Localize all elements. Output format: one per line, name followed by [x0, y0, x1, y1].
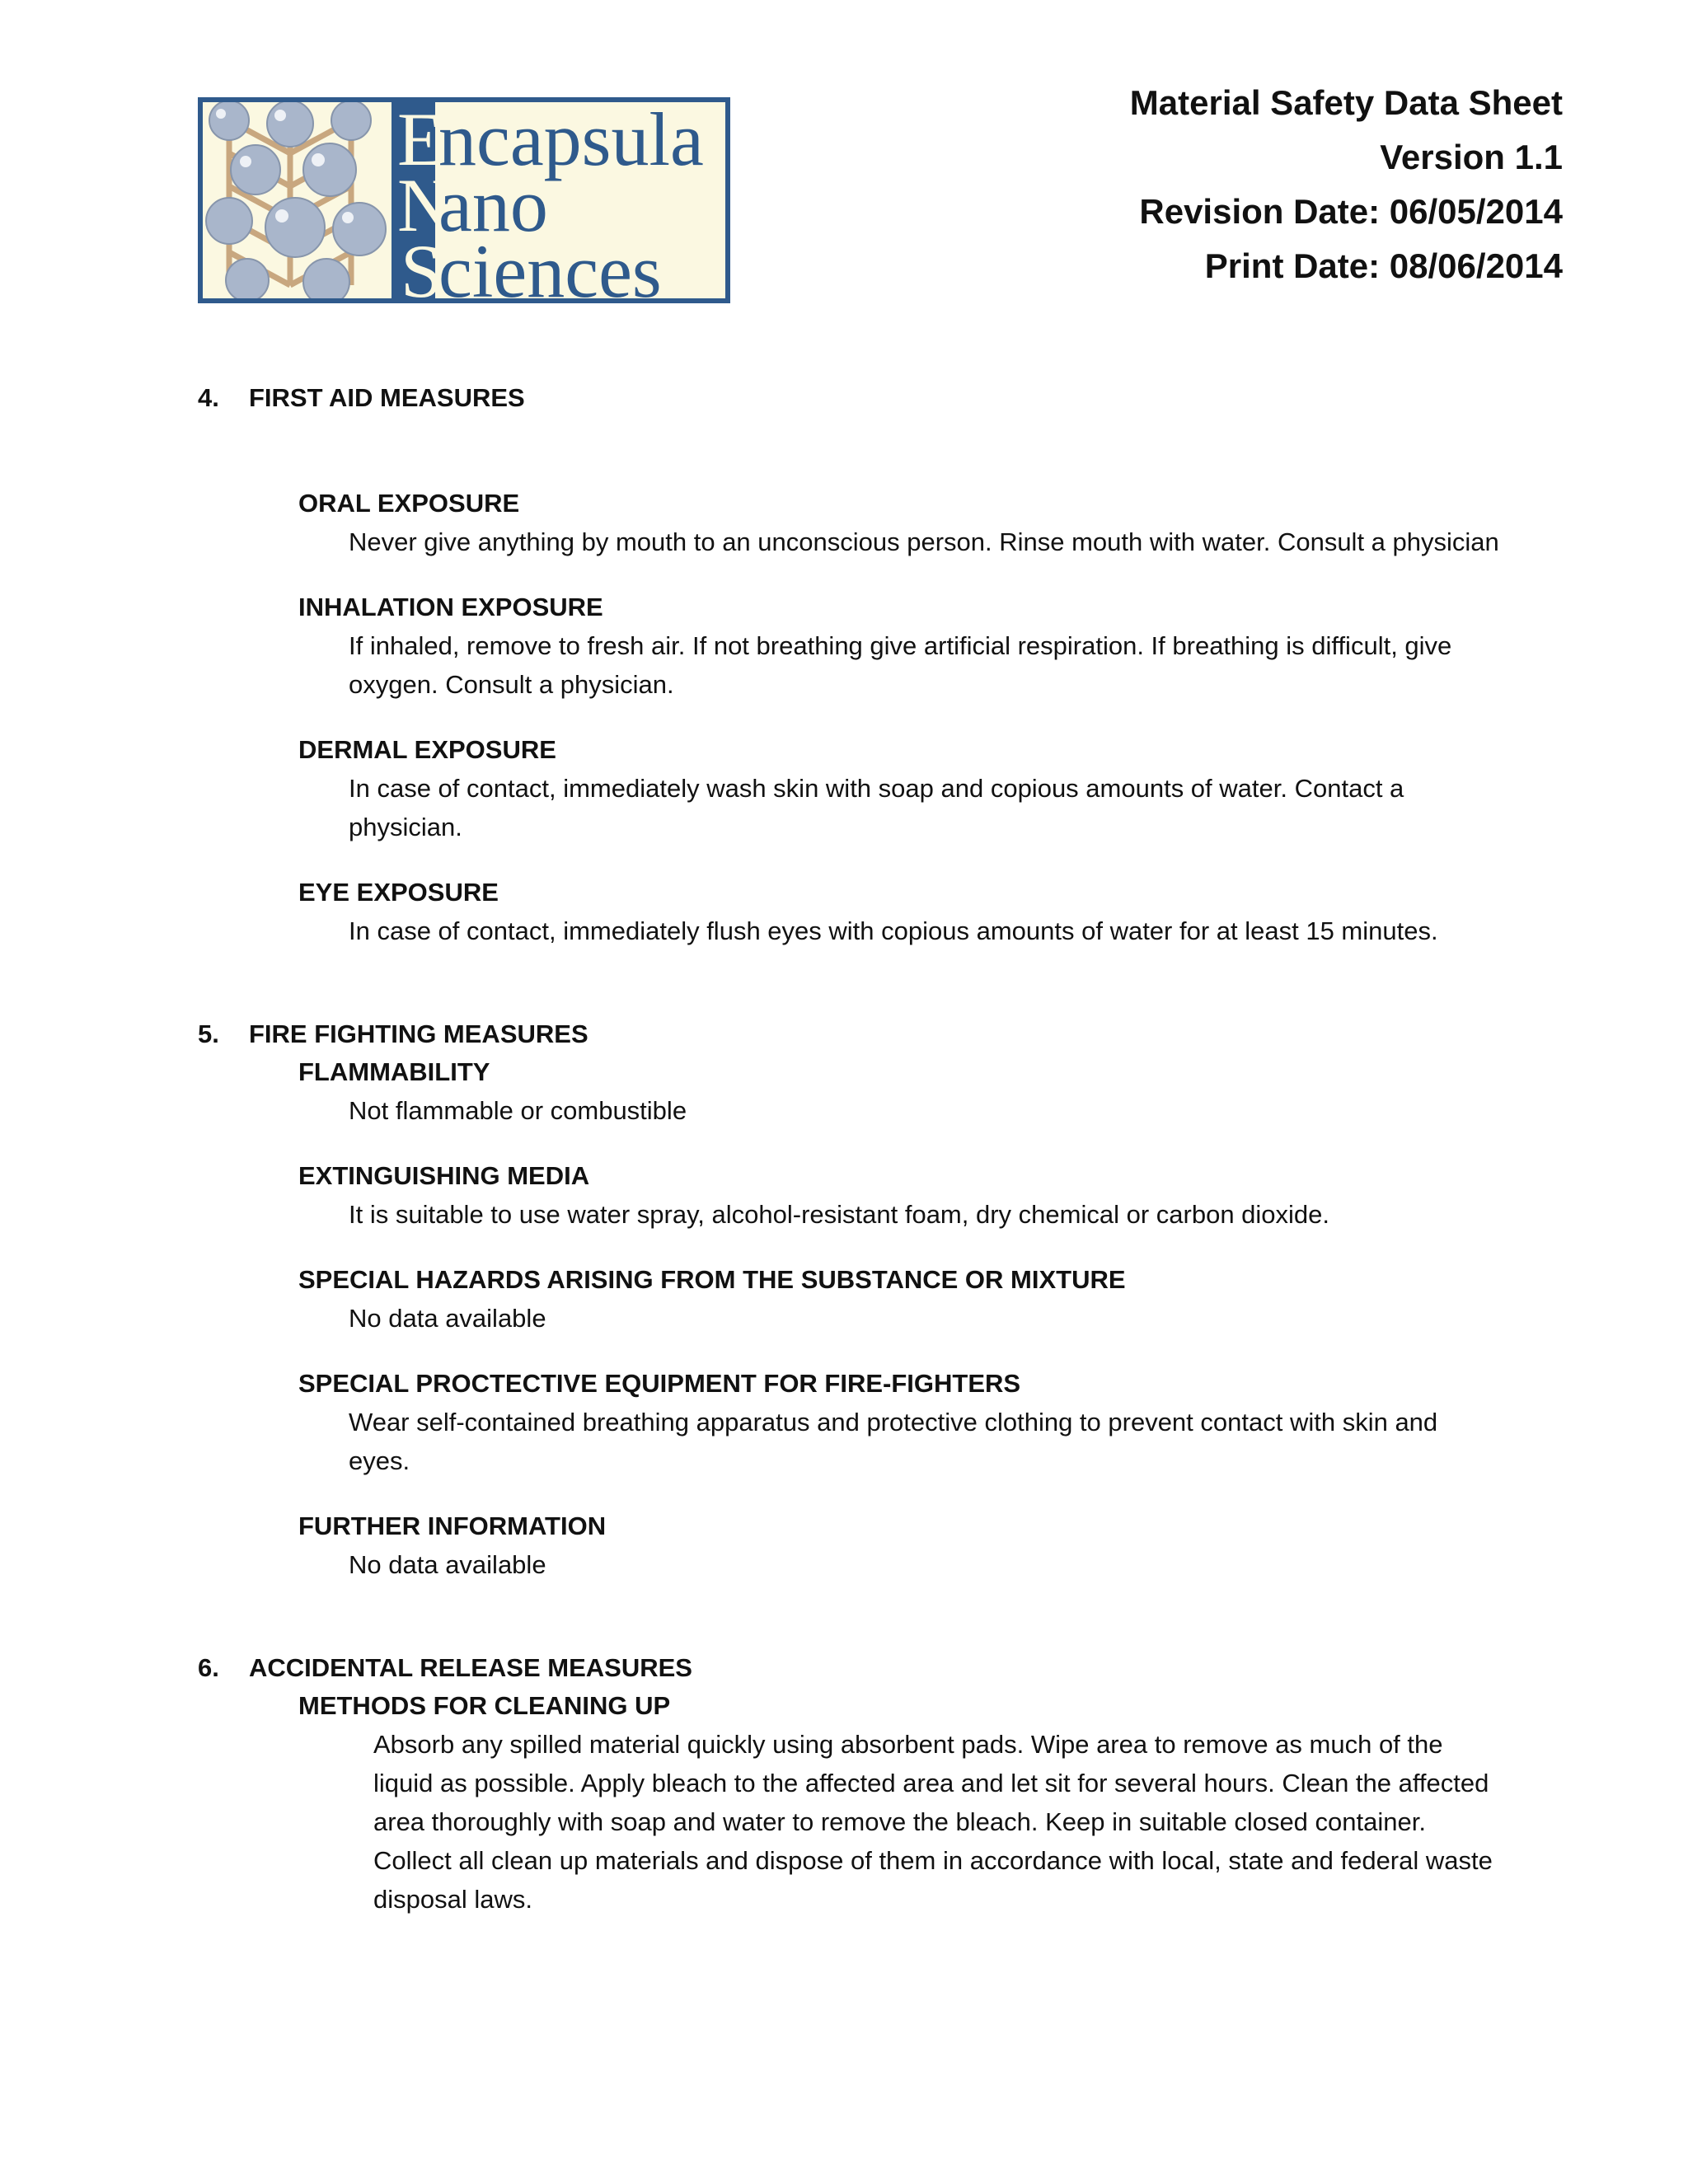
section-number: 5. [198, 1019, 219, 1048]
print-date: Print Date: 08/06/2014 [1204, 246, 1563, 285]
subsection-text: If inhaled, remove to fresh air. If not breathing give artificial respiration. If breathing is difficult, give oxygen. Consult a physician. [349, 631, 1452, 699]
subsection-title: FURTHER INFORMATION [298, 1511, 607, 1540]
document-body [198, 379, 1566, 1919]
subsection-title: EXTINGUISHING MEDIA [298, 1161, 590, 1190]
subsection-title: INHALATION EXPOSURE [298, 593, 603, 621]
subsection-title: EYE EXPOSURE [298, 878, 499, 907]
section-title: FIRE FIGHTING MEASURES [249, 1019, 588, 1048]
doc-version: Version 1.1 [1380, 138, 1563, 176]
subsection-title: DERMAL EXPOSURE [298, 735, 556, 764]
subsection-text: No data available [349, 1304, 546, 1333]
subsection-text: In case of contact, immediately flush eyes with copious amounts of water for at least 15 minutes. [349, 916, 1438, 945]
subsection-extinguishing-media [298, 1157, 1566, 1234]
logo-letter-n: N [397, 163, 452, 247]
section-first-aid [198, 379, 1566, 950]
subsection-dermal-exposure [298, 731, 1566, 846]
subsection-text: Never give anything by mouth to an unconscious person. Rinse mouth with water. Consult a physician [349, 527, 1499, 556]
subsection-text: No data available [349, 1550, 546, 1579]
document-meta [1130, 76, 1563, 293]
section-heading [198, 1649, 1566, 1687]
subsection-title: SPECIAL PROCTECTIVE EQUIPMENT FOR FIRE-FIGHTERS [298, 1369, 1021, 1398]
svg-text:ano: ano [438, 163, 548, 247]
subsection-protective-equipment [298, 1365, 1566, 1480]
subsection-cleaning-up [298, 1687, 1566, 1919]
section-heading [198, 1015, 1566, 1053]
subsection-text: It is suitable to use water spray, alcohol-resistant foam, dry chemical or carbon dioxide. [349, 1200, 1330, 1229]
section-title: FIRST AID MEASURES [249, 383, 525, 412]
subsection-text: Absorb any spilled material quickly using absorbent pads. Wipe area to remove as much of the liquid as possible. Apply bleach to the affected area and let sit for several hours. Clean the affected area thoroughly with soap and water to remove the bleach. Keep in suitable closed container. Collect all clean up materials and dispose of them in accordance with local, state and federal waste disposal laws. [373, 1730, 1493, 1914]
subsection-eye-exposure [298, 874, 1566, 950]
section-number: 4. [198, 383, 219, 412]
revision-date: Revision Date: 06/05/2014 [1139, 192, 1563, 231]
subsection-text: Not flammable or combustible [349, 1096, 687, 1125]
company-logo [198, 97, 730, 303]
logo-letter-s: S [401, 229, 443, 303]
subsection-title: METHODS FOR CLEANING UP [298, 1691, 671, 1720]
subsection-flammability [298, 1053, 1566, 1130]
section-fire-fighting [198, 1015, 1566, 1584]
section-number: 6. [198, 1653, 219, 1682]
subsection-title: ORAL EXPOSURE [298, 489, 520, 518]
doc-title: Material Safety Data Sheet [1129, 83, 1563, 122]
subsection-text: In case of contact, immediately wash skin with soap and copious amounts of water. Contact a physician. [349, 774, 1404, 841]
subsection-special-hazards [298, 1261, 1566, 1338]
svg-text:ncapsula: ncapsula [438, 97, 704, 181]
section-title: ACCIDENTAL RELEASE MEASURES [249, 1653, 692, 1682]
logo-letter-e: E [397, 97, 444, 181]
section-accidental-release [198, 1649, 1566, 1919]
subsection-title: SPECIAL HAZARDS ARISING FROM THE SUBSTANCE OR MIXTURE [298, 1265, 1126, 1294]
section-heading [198, 379, 1566, 417]
svg-text:ciences: ciences [438, 229, 662, 303]
subsection-title: FLAMMABILITY [298, 1057, 490, 1086]
subsection-further-information [298, 1507, 1566, 1584]
subsection-oral-exposure [298, 485, 1566, 561]
subsection-text: Wear self-contained breathing apparatus and protective clothing to prevent contact with skin and eyes. [349, 1408, 1438, 1475]
subsection-inhalation-exposure [298, 588, 1566, 704]
